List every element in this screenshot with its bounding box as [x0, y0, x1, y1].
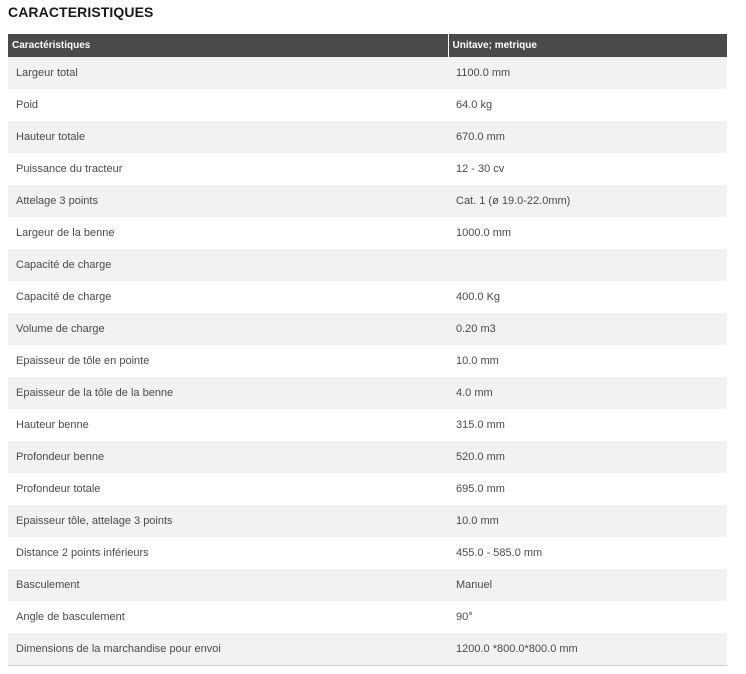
table-row — [8, 217, 727, 249]
table-row — [8, 441, 727, 473]
spec-label: Hauteur benne — [8, 409, 448, 441]
spec-label: Profondeur totale — [8, 473, 448, 505]
spec-label: Profondeur benne — [8, 441, 448, 473]
spec-value: 1000.0 mm — [448, 217, 727, 249]
spec-value: 1100.0 mm — [448, 57, 727, 89]
spec-label: Angle de basculement — [8, 601, 448, 633]
table-header-row — [8, 34, 727, 57]
specifications-table — [8, 34, 727, 666]
spec-label: Epaisseur de tôle en pointe — [8, 345, 448, 377]
spec-label: Distance 2 points inférieurs — [8, 537, 448, 569]
spec-value: 695.0 mm — [448, 473, 727, 505]
spec-label: Volume de charge — [8, 313, 448, 345]
spec-value: 64.0 kg — [448, 89, 727, 121]
spec-label: Capacité de charge — [8, 249, 448, 281]
spec-value: 10.0 mm — [448, 345, 727, 377]
table-row — [8, 185, 727, 217]
spec-label: Basculement — [8, 569, 448, 601]
table-row — [8, 505, 727, 537]
spec-label: Poid — [8, 89, 448, 121]
spec-label: Dimensions de la marchandise pour envoi — [8, 633, 448, 666]
table-row — [8, 281, 727, 313]
spec-value: Cat. 1 (ø 19.0-22.0mm) — [448, 185, 727, 217]
spec-label: Largeur total — [8, 57, 448, 89]
spec-value: 1200.0 *800.0*800.0 mm — [448, 633, 727, 666]
table-row — [8, 633, 727, 666]
table-row — [8, 313, 727, 345]
spec-label: Puissance du tracteur — [8, 153, 448, 185]
spec-label: Largeur de la benne — [8, 217, 448, 249]
spec-value: Manuel — [448, 569, 727, 601]
table-row — [8, 473, 727, 505]
table-row — [8, 121, 727, 153]
header-metric-unit: Unitave; metrique — [448, 34, 727, 57]
spec-value: 0.20 m3 — [448, 313, 727, 345]
table-row — [8, 249, 727, 281]
spec-label: Epaisseur de la tôle de la benne — [8, 377, 448, 409]
spec-label: Capacité de charge — [8, 281, 448, 313]
spec-label: Epaisseur tôle, attelage 3 points — [8, 505, 448, 537]
spec-value: 400.0 Kg — [448, 281, 727, 313]
spec-value: 90° — [448, 601, 727, 633]
spec-value: 12 - 30 cv — [448, 153, 727, 185]
table-body — [8, 57, 727, 666]
spec-value: 455.0 - 585.0 mm — [448, 537, 727, 569]
table-row — [8, 601, 727, 633]
table-row — [8, 57, 727, 89]
section-title: CARACTERISTIQUES — [8, 4, 154, 20]
table-row — [8, 409, 727, 441]
header-characteristics: Caractéristiques — [8, 34, 448, 57]
table-row — [8, 345, 727, 377]
spec-value — [448, 249, 727, 281]
spec-value: 10.0 mm — [448, 505, 727, 537]
spec-value: 4.0 mm — [448, 377, 727, 409]
table-row — [8, 537, 727, 569]
table-row — [8, 569, 727, 601]
spec-label: Hauteur totale — [8, 121, 448, 153]
table-row — [8, 153, 727, 185]
table-row — [8, 89, 727, 121]
spec-value: 520.0 mm — [448, 441, 727, 473]
spec-value: 315.0 mm — [448, 409, 727, 441]
spec-value: 670.0 mm — [448, 121, 727, 153]
spec-label: Attelage 3 points — [8, 185, 448, 217]
table-row — [8, 377, 727, 409]
